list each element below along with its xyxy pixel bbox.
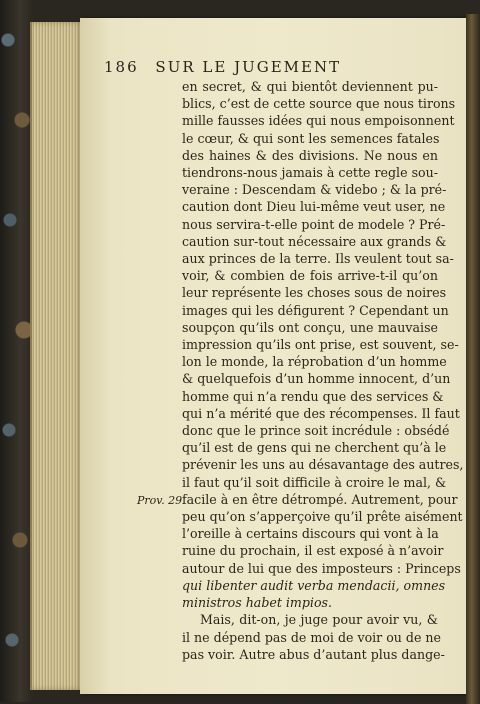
text-line: voir, & combien de fois arrive-t-il qu’on bbox=[182, 268, 438, 284]
text-line: facile à en être détrompé. Autrement, pour bbox=[182, 491, 458, 507]
page-number: 186 bbox=[104, 58, 139, 76]
text-line: nous servira-t-elle point de modele ? Pré- bbox=[182, 216, 446, 232]
text-line: en secret, & qui bientôt deviennent pu- bbox=[182, 79, 438, 94]
text-line: ruine du prochain, il est exposé à n’avoir bbox=[182, 543, 444, 559]
text-line: veraine : Descendam & videbo ; & la pré- bbox=[182, 182, 447, 198]
text-line: qui n’a mérité que des récompenses. Il faut bbox=[182, 405, 460, 421]
text-line: qu’il est de gens qui ne cherchent qu’à le bbox=[182, 440, 447, 456]
text-line: il ne dépend pas de moi de voir ou de ne bbox=[182, 629, 441, 645]
text-line: homme qui n’a rendu que des services & bbox=[182, 388, 444, 404]
text-line: prévenir les uns au désavantage des autres, bbox=[182, 457, 464, 473]
text-line: blics, c’est de cette source que nous tirons bbox=[182, 96, 456, 112]
book-cover bbox=[0, 0, 34, 702]
text-line: & quelquefois d’un homme innocent, d’un bbox=[182, 371, 451, 387]
text-line: soupçon qu’ils ont conçu, une mauvaise bbox=[182, 319, 438, 335]
text-line: qui libenter audit verba mendacii, omnes bbox=[182, 577, 446, 593]
running-header bbox=[104, 58, 404, 76]
text-line: il faut qu’il soit difficile à croire le mal, & bbox=[182, 474, 447, 490]
facing-page-edge bbox=[466, 14, 480, 704]
text-line: tiendrons-nous jamais à cette regle sou- bbox=[182, 165, 438, 181]
text-line: aux princes de la terre. Ils veulent tout sa- bbox=[182, 251, 454, 267]
margin-reference: Prov. 29. bbox=[137, 494, 186, 507]
text-line: impression qu’ils ont prise, est souvent, se- bbox=[182, 337, 459, 353]
page-edges bbox=[30, 22, 84, 690]
text-line: leur représente les choses sous de noires bbox=[182, 285, 447, 301]
text-line: peu qu’on s’apperçoive qu’il prête aisément bbox=[182, 509, 463, 525]
text-line: pas voir. Autre abus d’autant plus dange- bbox=[182, 646, 445, 662]
text-line: ministros habet impios. bbox=[182, 595, 333, 611]
text-line: mille fausses idées qui nous empoisonnent bbox=[182, 113, 455, 129]
text-line: Mais, dit-on, je juge pour avoir vu, & bbox=[200, 612, 438, 628]
text-line: images qui les défigurent ? Cependant un bbox=[182, 302, 449, 318]
text-line: des haines & des divisions. Ne nous en bbox=[182, 147, 438, 163]
text-line: donc que le prince soit incrédule : obsédé bbox=[182, 423, 450, 439]
text-line: le cœur, & qui sont les semences fatales bbox=[182, 130, 440, 146]
text-line: caution dont Dieu lui-même veut user, ne bbox=[182, 199, 446, 215]
text-line: lon le monde, la réprobation d’un homme bbox=[182, 354, 447, 370]
text-line: autour de lui que des imposteurs : Princeps bbox=[182, 560, 461, 576]
text-line: l’oreille à certains discours qui vont à la bbox=[182, 526, 439, 542]
body-text bbox=[182, 78, 464, 663]
running-title: SUR LE JUGEMENT bbox=[155, 58, 342, 76]
text-line: caution sur-tout nécessaire aux grands & bbox=[182, 233, 447, 249]
